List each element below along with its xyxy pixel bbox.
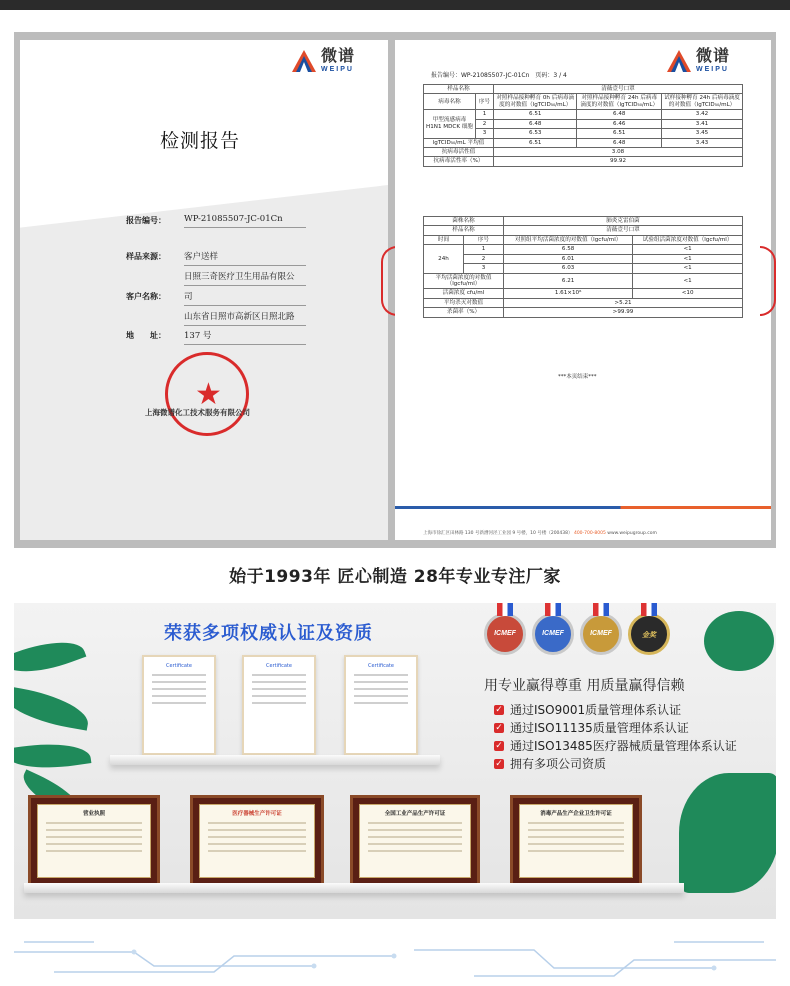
license-title: 医疗器械生产许可证 [232, 811, 282, 817]
t2-cell: 3 [464, 264, 504, 273]
t1-head-sample24h: 试样接种孵育 24h 后病毒滴度的对数值（lgTCID₅₀/mL） [662, 94, 743, 110]
t1-activity-label: 抗病毒活性值 [424, 147, 494, 156]
logo-cn: 微谱 [321, 46, 356, 65]
field-value-client-name-2: 司 [184, 290, 306, 306]
cert-bullet-text: 通过ISO13485医疗器械质量管理体系认证 [510, 739, 737, 753]
certificate-heading: Certificate [166, 663, 192, 669]
t1-cell: 3.43 [662, 138, 743, 147]
footer-address: 上海市徐汇区田林路 130 号新漕河泾工业园 9 号楼，10 号楼（200438） [423, 531, 573, 536]
t1-cell: 6.48 [494, 119, 577, 128]
license-title: 营业执照 [82, 811, 105, 817]
logo-en: WEIPU [321, 66, 354, 73]
t2-cell: 6.03 [504, 264, 633, 273]
t1-cell: 3.42 [662, 110, 743, 119]
certifications-section [14, 603, 776, 919]
t1-cell: 3 [476, 129, 494, 138]
check-icon: ✓ [495, 704, 503, 715]
award-medal [484, 613, 526, 655]
t2-head-time: 时间 [424, 235, 464, 244]
weipu-logo-right [667, 48, 730, 73]
t1-head-24h: 对照样品接种孵育 24h 后病毒滴度的对数值（lgTCID₅₀/mL） [577, 94, 662, 110]
field-label-sample-source: 样品来源： [126, 252, 166, 261]
seal-star-icon: ★ [195, 378, 222, 411]
t2-cell: <10 [633, 289, 743, 298]
field-label-report-no: 报告编号： [126, 216, 166, 225]
report-page-header: 报告编号：WP-21085507-JC-01Cn 页码：3 / 4 [431, 72, 567, 79]
t2-cell: 1 [464, 245, 504, 254]
t1-cell: 6.48 [577, 110, 662, 119]
certifications-title: 荣获多项权威认证及资质 [164, 623, 373, 644]
t2-killrate-label: 杀菌率（%） [424, 308, 504, 317]
medal-label: ICMEF [494, 630, 516, 637]
t2-cell: 6.01 [504, 254, 633, 263]
t1-virus-name: 甲型流感病毒 H1N1 MDCK 细胞 [424, 110, 476, 138]
t2-kill-label: 平均杀灭对数值 [424, 298, 504, 307]
framed-license [350, 795, 480, 887]
license-title: 全国工业产品生产许可证 [384, 811, 446, 817]
t2-live-label: 活菌浓度 cfu/ml [424, 289, 504, 298]
certificate-paper [142, 655, 216, 755]
leaf-decoration [704, 611, 774, 671]
check-icon: ✓ [495, 722, 503, 733]
t1-head-0h: 对照样品接种孵育 0h 后病毒滴度的对数值（lgTCID₅₀/mL） [494, 94, 577, 110]
t1-sample-label: 样品名称 [424, 85, 494, 94]
award-medal [532, 613, 574, 655]
t2-head-test: 试验组活菌浓度对数值（lgcfu/ml） [633, 235, 743, 244]
report-title: 检测报告 [160, 130, 241, 152]
t1-avg-label: lgTCID₅₀/mL 平均值 [424, 138, 494, 147]
leaf-decoration [14, 630, 86, 684]
t1-cell: 2 [476, 119, 494, 128]
t1-rate-label: 抗病毒活性率（%） [424, 157, 494, 166]
display-shelf-bottom [24, 883, 684, 893]
page-seal-right [760, 246, 776, 316]
framed-license [28, 795, 160, 887]
t1-sample-value: 清薇壹号口罩 [494, 85, 743, 94]
t1-head-virus: 病毒名称 [424, 94, 476, 110]
display-shelf [110, 755, 440, 765]
medal-label: ICMEF [542, 630, 564, 637]
report-footer [423, 530, 657, 536]
field-label-address: 地 址： [126, 331, 166, 340]
t2-kill-value: >5.21 [504, 298, 743, 307]
check-icon: ✓ [495, 740, 503, 751]
footer-stripe [395, 506, 771, 509]
field-label-client-name: 客户名称： [126, 292, 166, 301]
t1-cell: 1 [476, 110, 494, 119]
cert-bullet-text: 通过ISO11135质量管理体系认证 [510, 721, 689, 735]
medal-label: 金奖 [642, 632, 656, 639]
t2-killrate-value: >99.99 [504, 308, 743, 317]
t1-cell: 6.51 [494, 138, 577, 147]
t1-cell: 6.48 [577, 138, 662, 147]
t1-cell: 6.51 [577, 129, 662, 138]
t2-head-control: 对照组平均活菌浓度的对数值（lgcfu/ml） [504, 235, 633, 244]
t2-cell: <1 [633, 273, 743, 289]
t1-head-no: 序号 [476, 94, 494, 110]
logo-en: WEIPU [696, 66, 729, 73]
report-cover-page [20, 40, 388, 540]
t1-cell: 3.45 [662, 129, 743, 138]
cert-bullet [494, 701, 681, 718]
field-value-sample-source: 客户送样 [184, 250, 306, 266]
weipu-logo [292, 48, 355, 73]
t2-sample-value: 清薇壹号口罩 [504, 226, 743, 235]
t2-sample-label: 样品名称 [424, 226, 504, 235]
t1-rate-value: 99.92 [494, 157, 743, 166]
t2-cell: <1 [633, 245, 743, 254]
t2-avg-label: 平均活菌浓度的对数值（lgcfu/ml） [424, 273, 504, 289]
t1-cell: 6.53 [494, 129, 577, 138]
t1-cell: 3.41 [662, 119, 743, 128]
t1-activity-value: 3.08 [494, 147, 743, 156]
t2-head-no: 序号 [464, 235, 504, 244]
seal-company-name: 上海微谱化工技术服务有限公司 [145, 408, 250, 417]
t1-cell: 6.51 [494, 110, 577, 119]
t2-cell: <1 [633, 254, 743, 263]
monstera-leaf [679, 773, 776, 893]
field-value-address-1: 山东省日照市高新区日照北路 [184, 310, 306, 326]
report-data-page [395, 40, 771, 540]
field-value-address-2: 137 号 [184, 329, 306, 345]
t2-cell: 1.61×10⁶ [504, 289, 633, 298]
framed-license [190, 795, 324, 887]
footer-phone: 400-700-8005 [573, 531, 606, 536]
t2-time-value: 24h [424, 245, 464, 273]
license-title: 消毒产品生产企业卫生许可证 [540, 811, 612, 817]
cert-bullet [494, 737, 737, 754]
cert-bullet [494, 755, 606, 772]
circuit-decoration [14, 932, 776, 986]
certificate-paper [242, 655, 316, 755]
footer-website: www.weipugroup.com [607, 531, 657, 536]
certificate-paper [344, 655, 418, 755]
t2-cell: <1 [633, 264, 743, 273]
award-medal [628, 613, 670, 655]
medal-label: ICMEF [590, 630, 612, 637]
bacteria-test-table [423, 216, 743, 318]
virus-test-table [423, 84, 743, 167]
weipu-logo-icon [667, 50, 691, 72]
t2-strain-value: 肺炎克雷伯菌 [504, 217, 743, 226]
cert-bullet [494, 719, 689, 736]
check-icon: ✓ [495, 758, 503, 769]
t2-strain-label: 菌株名称 [424, 217, 504, 226]
field-value-report-no: WP-21085507-JC-01Cn [184, 214, 306, 228]
t2-cell: 6.21 [504, 273, 633, 289]
t1-cell: 6.46 [577, 119, 662, 128]
cert-bullet-text: 通过ISO9001质量管理体系认证 [510, 703, 682, 717]
certificate-heading: Certificate [368, 663, 394, 669]
certificate-heading: Certificate [266, 663, 292, 669]
company-slogan: 始于1993年 匠心制造 28年专业专注厂家 [229, 567, 561, 587]
weipu-logo-icon [292, 50, 316, 72]
logo-cn: 微谱 [696, 46, 731, 65]
t2-cell: 6.58 [504, 245, 633, 254]
cert-bullet-text: 拥有多项公司资质 [510, 757, 607, 771]
certifications-subtitle: 用专业赢得尊重 用质量赢得信赖 [484, 678, 685, 694]
top-bar [0, 0, 790, 10]
page-end-marker: ***本页结束*** [558, 374, 597, 380]
field-value-client-name-1: 日照三奇医疗卫生用品有限公 [184, 270, 306, 286]
framed-license [510, 795, 642, 887]
leaf-decoration [14, 685, 92, 730]
t2-cell: 2 [464, 254, 504, 263]
company-seal [165, 352, 249, 436]
award-medal [580, 613, 622, 655]
